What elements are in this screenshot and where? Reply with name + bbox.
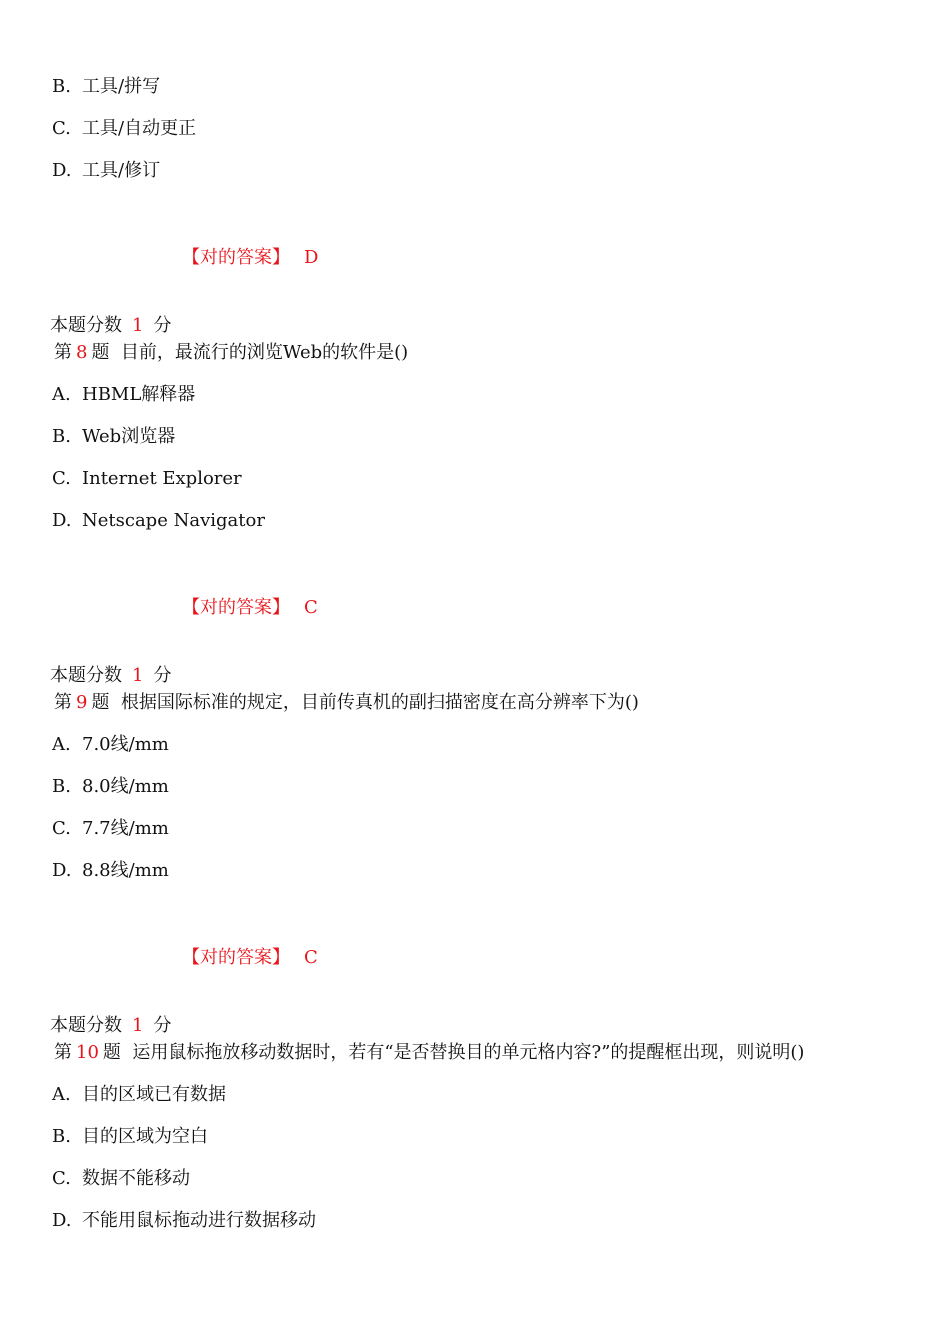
option-text: 数据不能移动 — [82, 1168, 190, 1189]
option-a — [52, 1084, 226, 1106]
question-title — [54, 342, 408, 364]
option-text: 工具/拼写 — [82, 76, 161, 97]
question-prefix: 第 — [54, 342, 72, 363]
score-value: 1 — [132, 1015, 144, 1036]
score-unit: 分 — [153, 315, 172, 336]
score-value: 1 — [132, 315, 144, 336]
answer-label: 【对的答案】 — [182, 597, 290, 618]
option-d — [52, 510, 265, 532]
option-text: 不能用鼠标拖动进行数据移动 — [82, 1210, 316, 1231]
question-title — [54, 692, 639, 714]
option-text: Netscape Navigator — [82, 510, 265, 531]
question-number: 8 — [76, 342, 88, 363]
score-prefix: 本题分数 — [50, 315, 122, 336]
option-letter: A. — [52, 1084, 71, 1105]
question-text: 根据国际标准的规定，目前传真机的副扫描密度在高分辨率下为() — [120, 692, 639, 713]
option-b — [52, 776, 169, 798]
option-letter: B. — [52, 776, 71, 797]
option-c — [52, 118, 196, 140]
option-letter: C. — [52, 1168, 71, 1189]
answer-value: C — [304, 947, 318, 968]
question-score — [50, 315, 171, 337]
answer-value: D — [304, 247, 319, 268]
correct-answer — [182, 597, 318, 619]
option-text: 工具/自动更正 — [82, 118, 197, 139]
question-prefix: 第 — [54, 692, 72, 713]
answer-value: C — [304, 597, 318, 618]
option-text: 目的区域为空白 — [82, 1126, 208, 1147]
option-letter: D. — [52, 160, 72, 181]
option-letter: A. — [52, 734, 71, 755]
option-text: 8.8线/mm — [82, 860, 169, 881]
option-b — [52, 76, 160, 98]
option-d — [52, 860, 169, 882]
question-title — [54, 1042, 804, 1064]
option-letter: C. — [52, 818, 71, 839]
question-suffix: 题 — [91, 692, 110, 713]
option-letter: B. — [52, 426, 71, 447]
option-text: 8.0线/mm — [82, 776, 169, 797]
option-text: 工具/修订 — [82, 160, 161, 181]
option-b — [52, 426, 175, 448]
option-letter: B. — [52, 1126, 71, 1147]
option-a — [52, 734, 169, 756]
question-number: 10 — [76, 1042, 99, 1063]
score-unit: 分 — [153, 665, 172, 686]
option-text: 7.0线/mm — [82, 734, 169, 755]
question-text: 目前，最流行的浏览Web的软件是() — [120, 342, 409, 363]
option-letter: D. — [52, 860, 72, 881]
answer-label: 【对的答案】 — [182, 947, 290, 968]
option-letter: D. — [52, 510, 72, 531]
correct-answer — [182, 247, 318, 269]
question-suffix: 题 — [91, 342, 110, 363]
option-d — [52, 160, 160, 182]
option-letter: A. — [52, 384, 71, 405]
question-score — [50, 1015, 171, 1037]
question-prefix: 第 — [54, 1042, 72, 1063]
option-d — [52, 1210, 316, 1232]
question-score — [50, 665, 171, 687]
option-text: 7.7线/mm — [82, 818, 169, 839]
score-value: 1 — [132, 665, 144, 686]
question-number: 9 — [76, 692, 88, 713]
option-letter: D. — [52, 1210, 72, 1231]
score-prefix: 本题分数 — [50, 1015, 122, 1036]
score-prefix: 本题分数 — [50, 665, 122, 686]
option-letter: B. — [52, 76, 71, 97]
answer-label: 【对的答案】 — [182, 247, 290, 268]
option-c — [52, 468, 242, 490]
option-text: HBML解释器 — [82, 384, 196, 405]
score-unit: 分 — [153, 1015, 172, 1036]
option-letter: C. — [52, 118, 71, 139]
option-letter: C. — [52, 468, 71, 489]
option-c — [52, 818, 169, 840]
correct-answer — [182, 947, 318, 969]
option-c — [52, 1168, 190, 1190]
option-b — [52, 1126, 208, 1148]
option-text: 目的区域已有数据 — [82, 1084, 226, 1105]
option-text: Web浏览器 — [82, 426, 176, 447]
option-a — [52, 384, 195, 406]
question-suffix: 题 — [102, 1042, 121, 1063]
question-text: 运用鼠标拖放移动数据时，若有“是否替换目的单元格内容?”的提醒框出现，则说明() — [132, 1042, 805, 1063]
option-text: Internet Explorer — [82, 468, 242, 489]
